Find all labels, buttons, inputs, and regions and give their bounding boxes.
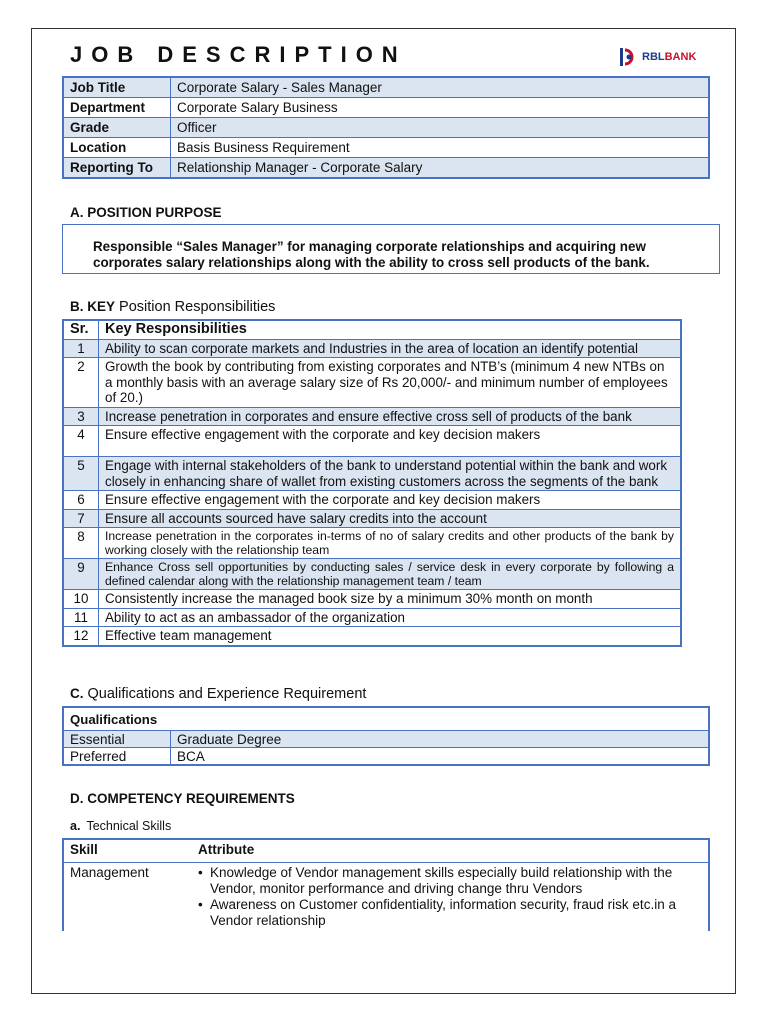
table-row (63, 358, 681, 408)
table-row (63, 118, 709, 138)
skill-name: Management (70, 865, 149, 880)
responsibility-text: Growth the book by contributing from existing corporates and NTB’s (minimum 4 new NTBs on a monthly basis with an average salary size of Rs 20,000/- and minimum number of employees of 20.) (99, 358, 682, 408)
job-info-value: Corporate Salary Business (171, 98, 710, 118)
job-info-value: Corporate Salary - Sales Manager (171, 77, 710, 98)
table-row (63, 426, 681, 457)
row-number: 7 (63, 509, 99, 528)
attribute-list (198, 865, 702, 929)
list-item: • Knowledge of Vendor management skills especially build relationship with the Vendor, monitor performance and driving change thru Vendors (198, 865, 673, 896)
responsibility-text: Ensure all accounts sourced have salary credits into the account (99, 509, 682, 528)
qualification-label: Essential (63, 731, 171, 748)
responsibilities-table (62, 319, 682, 647)
table-row (63, 731, 709, 748)
row-number: 3 (63, 407, 99, 426)
rbl-logo-icon (619, 47, 639, 67)
table-row (63, 491, 681, 510)
row-number: 4 (63, 426, 99, 457)
section-b-heading: B. KEY Position Responsibilities (70, 299, 276, 315)
table-row (63, 407, 681, 426)
row-number: 11 (63, 608, 99, 627)
table-row (63, 528, 681, 559)
row-number: 2 (63, 358, 99, 408)
table-row (63, 158, 709, 179)
responsibility-text: Consistently increase the managed book size by a minimum 30% month on month (99, 590, 682, 609)
document-title: JOB DESCRIPTION (70, 42, 407, 67)
table-row (63, 608, 681, 627)
responsibility-text: Ensure effective engagement with the corporate and key decision makers (99, 426, 682, 457)
qualification-value: BCA (171, 748, 710, 766)
row-number: 6 (63, 491, 99, 510)
job-info-label: Reporting To (63, 158, 171, 179)
table-row (63, 77, 709, 98)
row-number: 12 (63, 627, 99, 646)
technical-skills-subheading: a. Technical Skills (70, 819, 172, 833)
responsibility-text: Effective team management (99, 627, 682, 646)
section-a-heading: A. POSITION PURPOSE (70, 205, 222, 220)
table-row (63, 509, 681, 528)
job-info-label: Department (63, 98, 171, 118)
responsibility-text: Increase penetration in the corporates in-terms of no of salary credits and other products of the bank by working closely with the relationship team (99, 528, 682, 559)
row-number: 10 (63, 590, 99, 609)
position-purpose-box: Responsible “Sales Manager” for managing corporate relationships and acquiring new corporates salary relationships along with the ability to cross sell products of the bank. (62, 224, 720, 274)
job-info-table (62, 76, 710, 179)
table-row (63, 748, 709, 766)
job-info-value: Basis Business Requirement (171, 138, 710, 158)
rbl-bank-logo (619, 46, 696, 68)
responsibility-text: Ability to scan corporate markets and Industries in the area of location an identify potential (99, 339, 682, 358)
qualifications-table (62, 706, 710, 766)
responsibility-text: Increase penetration in corporates and ensure effective cross sell of products of the bank (99, 407, 682, 426)
row-number: 9 (63, 559, 99, 590)
job-info-label: Job Title (63, 77, 171, 98)
logo-text: RBLBANK (642, 51, 697, 63)
job-info-label: Grade (63, 118, 171, 138)
table-row (63, 339, 681, 358)
table-row (63, 627, 681, 646)
qualifications-header: Qualifications (63, 707, 709, 731)
job-info-value: Relationship Manager - Corporate Salary (171, 158, 710, 179)
table-row (63, 559, 681, 590)
col-sr-header: Sr. (63, 320, 99, 339)
qualification-label: Preferred (63, 748, 171, 766)
qualification-value: Graduate Degree (171, 731, 710, 748)
section-c-heading: C. Qualifications and Experience Requirement (70, 686, 367, 702)
list-item: • Awareness on Customer confidentiality, information security, fraud risk etc.in a Vendor relationship (198, 897, 676, 928)
col-responsibilities-header: Key Responsibilities (99, 320, 682, 339)
row-number: 1 (63, 339, 99, 358)
row-number: 8 (63, 528, 99, 559)
responsibility-text: Ability to act as an ambassador of the organization (99, 608, 682, 627)
job-info-value: Officer (171, 118, 710, 138)
table-row (63, 863, 709, 932)
table-row (63, 138, 709, 158)
col-attribute-header: Attribute (180, 839, 709, 863)
responsibility-text: Enhance Cross sell opportunities by conducting sales / service desk in every corporate by following a defined calendar along with the relationship management team / team (99, 559, 682, 590)
technical-skills-table (62, 838, 710, 931)
row-number: 5 (63, 457, 99, 491)
responsibility-text: Ensure effective engagement with the corporate and key decision makers (99, 491, 682, 510)
responsibility-text: Engage with internal stakeholders of the bank to understand potential within the bank and work closely in enhancing share of wallet from existing customers across the segments of the bank (99, 457, 682, 491)
table-row (63, 457, 681, 491)
col-skill-header: Skill (63, 839, 180, 863)
table-row (63, 98, 709, 118)
job-info-label: Location (63, 138, 171, 158)
section-d-heading: D. COMPETENCY REQUIREMENTS (70, 791, 295, 806)
table-row (63, 590, 681, 609)
